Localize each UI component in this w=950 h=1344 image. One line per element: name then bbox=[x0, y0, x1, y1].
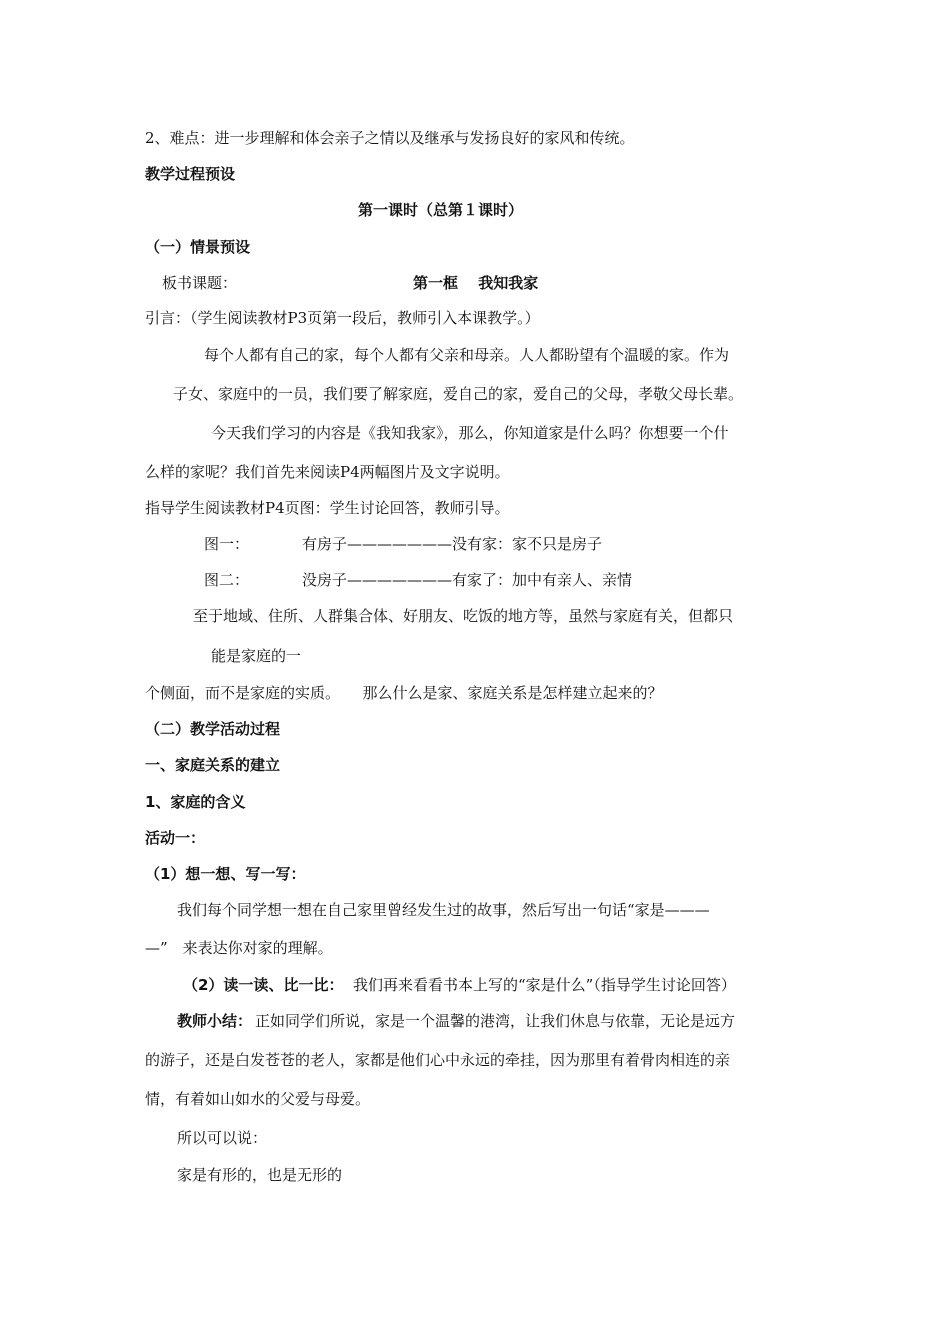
text-line: 引言：（学生阅读教材P3页第一段后，教师引入本课教学。） bbox=[145, 309, 540, 327]
text-line: 没房子———————有家了：加中有亲人、亲情 bbox=[302, 571, 633, 589]
text-line: 指导学生阅读教材P4页图：学生讨论回答，教师引导。 bbox=[145, 499, 510, 517]
text-line: 每个人都有自己的家，每个人都有父亲和母亲。人人都盼望有个温暖的家。作为 bbox=[204, 346, 730, 364]
text-line: 所以可以说： bbox=[177, 1129, 268, 1147]
section-heading: 活动一： bbox=[145, 829, 206, 847]
section-heading: 1、家庭的含义 bbox=[145, 793, 246, 811]
text-line: 2、难点：进一步理解和体会亲子之情以及继承与发扬良好的家风和传统。 bbox=[145, 129, 635, 147]
text-line: 至于地域、住所、人群集合体、好朋友、吃饭的地方等，虽然与家庭有关，但都只 bbox=[193, 607, 734, 625]
section-heading: 教学过程预设 bbox=[145, 165, 236, 183]
text-line: 我们再来看看书本上写的“家是什么”（指导学生讨论回答） bbox=[353, 976, 736, 994]
text-line: 情，有着如山如水的父爱与母爱。 bbox=[145, 1090, 371, 1108]
text-line: 家是有形的，也是无形的 bbox=[177, 1166, 343, 1184]
figure-label: 图一： bbox=[204, 535, 250, 553]
activity-step: （1）想一想、写一写： bbox=[145, 865, 306, 883]
text-line: 正如同学们所说，家是一个温馨的港湾，让我们休息与依靠，无论是远方 bbox=[255, 1012, 736, 1030]
activity-step: （2）读一读、比一比： bbox=[183, 976, 344, 994]
text-line: 今天我们学习的内容是《我知我家》，那么，你知道家是什么吗？你想要一个什 bbox=[211, 424, 729, 442]
figure-label: 图二： bbox=[204, 571, 250, 589]
section-heading: （二）教学活动过程 bbox=[145, 720, 281, 738]
section-heading: 一、家庭关系的建立 bbox=[145, 756, 281, 774]
lesson-title: 第一课时（总第１课时） bbox=[358, 201, 524, 219]
text-line: 能是家庭的一 bbox=[211, 647, 302, 665]
board-title: 第一框 我知我家 bbox=[413, 274, 539, 292]
teacher-summary-label: 教师小结： bbox=[177, 1012, 253, 1030]
text-line: 的游子，还是白发苍苍的老人，家都是他们心中永远的牵挂，因为那里有着骨肉相连的亲 bbox=[145, 1051, 731, 1069]
text-line: 我们每个同学想一想在自己家里曾经发生过的故事，然后写出一句话“家是——— bbox=[177, 901, 710, 919]
text-line: 个侧面，而不是家庭的实质。 那么什么是家、家庭关系是怎样建立起来的？ bbox=[145, 684, 663, 702]
text-line: 板书课题： bbox=[162, 274, 238, 292]
text-line: 子女、家庭中的一员，我们要了解家庭，爱自己的家，爱自己的父母，孝敬父母长辈。 bbox=[173, 385, 744, 403]
section-heading: （一）情景预设 bbox=[145, 238, 251, 256]
text-line: 么样的家呢？我们首先来阅读P4两幅图片及文字说明。 bbox=[145, 463, 510, 481]
text-line: —” 来表达你对家的理解。 bbox=[145, 939, 333, 957]
text-line: 有房子———————没有家：家不只是房子 bbox=[302, 535, 603, 553]
